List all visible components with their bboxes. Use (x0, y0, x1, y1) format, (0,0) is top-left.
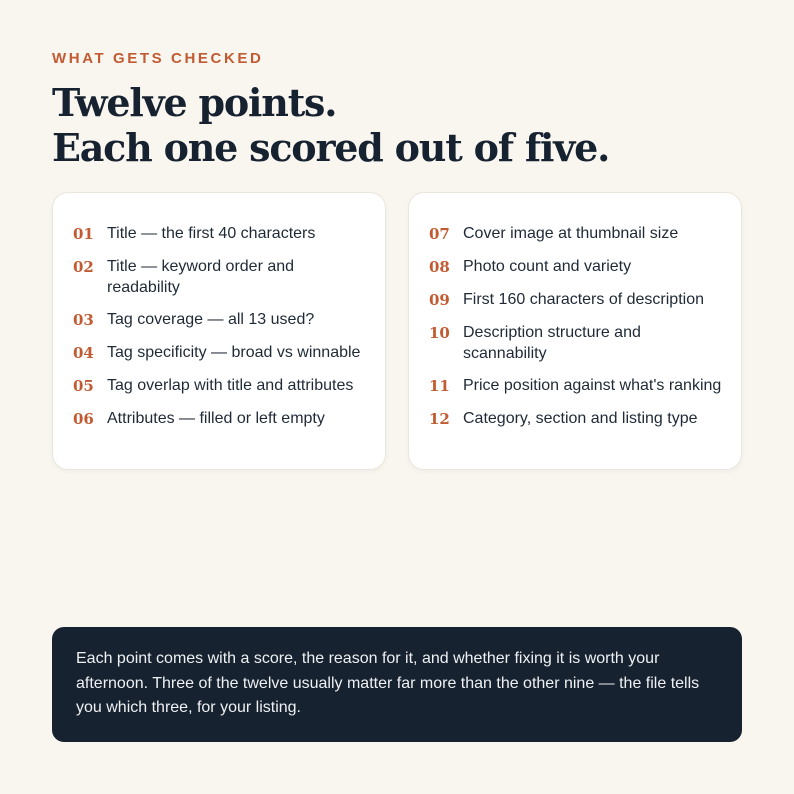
list-item (73, 256, 369, 298)
item-label: Cover image at thumbnail size (463, 225, 679, 242)
item-number: 09 (429, 291, 450, 309)
item-number: 11 (429, 377, 450, 395)
list-item (73, 408, 369, 430)
list-item (429, 408, 725, 430)
list-item (429, 256, 725, 278)
list-item (429, 375, 725, 397)
list-item (73, 342, 369, 364)
list-item (73, 375, 369, 397)
item-label: Photo count and variety (463, 258, 632, 275)
item-number: 08 (429, 258, 450, 276)
item-label: Title — keyword order and readability (107, 258, 295, 296)
summary-callout (52, 627, 742, 742)
item-label: Description structure and scannability (463, 324, 641, 362)
list-item (73, 223, 369, 245)
item-number: 02 (73, 258, 94, 276)
item-label: Category, section and listing type (463, 410, 698, 427)
list-item (429, 289, 725, 311)
item-number: 10 (429, 324, 450, 342)
page-title (52, 80, 752, 170)
item-number: 05 (73, 377, 94, 395)
item-label: Tag coverage — all 13 used? (107, 311, 315, 328)
item-label: Title — the first 40 characters (107, 225, 316, 242)
item-label: Tag overlap with title and attributes (107, 377, 354, 394)
section-eyebrow: WHAT GETS CHECKED (52, 50, 264, 67)
item-number: 12 (429, 410, 450, 428)
item-number: 01 (73, 225, 94, 243)
item-label: Attributes — filled or left empty (107, 410, 325, 427)
list-item (73, 309, 369, 331)
item-label: First 160 characters of description (463, 291, 704, 308)
list-item (429, 322, 725, 364)
item-number: 06 (73, 410, 94, 428)
item-number: 07 (429, 225, 450, 243)
headline-line-1: Twelve points. (52, 80, 337, 125)
item-label: Price position against what's ranking (463, 377, 722, 394)
checklist-card-right (408, 192, 742, 470)
item-number: 04 (73, 344, 94, 362)
summary-text: Each point comes with a score, the reason for it, and whether fixing it is worth your afternoon. Three of the twelve usually matter far more than the other nine — the file tells you which three, for your listing. (76, 650, 700, 716)
headline-line-2: Each one scored out of five. (52, 125, 610, 170)
item-number: 03 (73, 311, 94, 329)
list-item (429, 223, 725, 245)
checklist-card-left (52, 192, 386, 470)
item-label: Tag specificity — broad vs winnable (107, 344, 361, 361)
